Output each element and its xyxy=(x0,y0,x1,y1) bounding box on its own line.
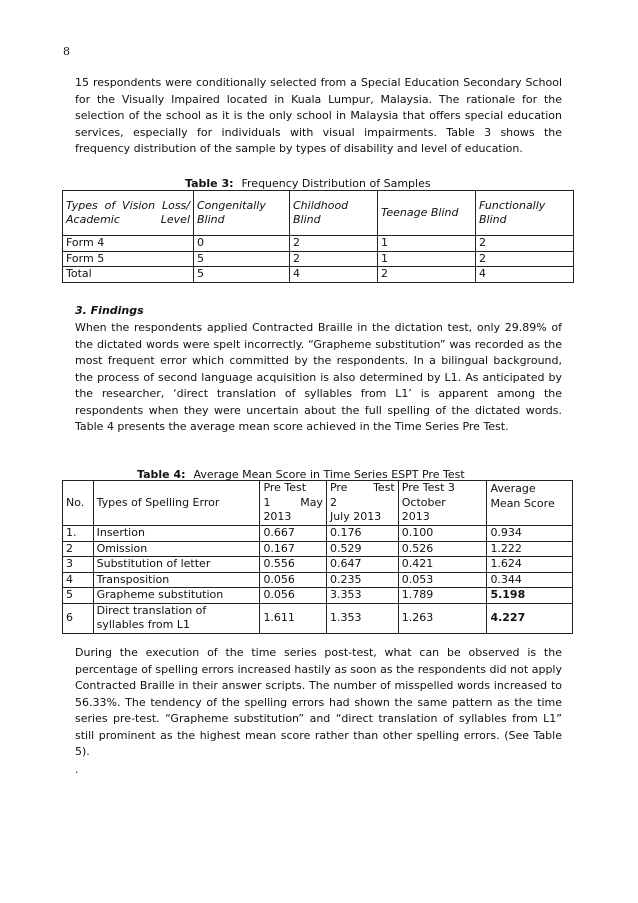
table4-cell: 1.624 xyxy=(487,557,573,573)
table4-cell: 1. xyxy=(63,526,94,542)
table3-cell: 2 xyxy=(378,267,476,283)
pretest1-line: Pre Test xyxy=(263,481,307,495)
table4-cell: 0.053 xyxy=(398,572,487,588)
table4-row xyxy=(63,541,573,557)
table4-cell: 3 xyxy=(63,557,94,573)
table4-cell: 2 xyxy=(63,541,94,557)
pretest3-line: October xyxy=(401,495,446,509)
table4-cell: Direct translation of syllables from L1 xyxy=(93,603,260,633)
table4-cell: 0.667 xyxy=(260,526,327,542)
table3-row xyxy=(63,267,574,283)
table4-cell: Grapheme substitution xyxy=(93,588,260,604)
table3-header-childhood: Childhood Blind xyxy=(290,191,378,236)
table3-title: Frequency Distribution of Samples xyxy=(241,177,431,190)
table4-cell: 3.353 xyxy=(326,588,398,604)
pretest3-line: 2013 xyxy=(401,510,430,524)
table3-cell: 1 xyxy=(378,251,476,267)
table4-header-type: Types of Spelling Error xyxy=(93,481,260,526)
table3-cell: 0 xyxy=(194,236,290,252)
table3-header-functional: Functionally Blind xyxy=(476,191,574,236)
table4-cell: 5 xyxy=(63,588,94,604)
table4-header-pretest3 xyxy=(398,481,487,526)
pretest1-line: 2013 xyxy=(263,510,292,524)
table4-cell: 1.263 xyxy=(398,603,487,633)
table4-header-pretest2 xyxy=(326,481,398,526)
table4-row xyxy=(63,588,573,604)
table3-caption xyxy=(185,177,431,190)
findings-heading: 3. Findings xyxy=(75,304,144,317)
pretest2-line: Pre Test xyxy=(329,481,395,495)
table4-cell: 1.222 xyxy=(487,541,573,557)
table3-cell: 2 xyxy=(290,251,378,267)
table4-cell-highlight: 5.198 xyxy=(487,588,573,604)
table3-cell: Total xyxy=(63,267,194,283)
table4-cell: 1.353 xyxy=(326,603,398,633)
pretest2-line: 2 xyxy=(329,495,337,509)
table4-header-pretest1 xyxy=(260,481,327,526)
table4-cell: 0.100 xyxy=(398,526,487,542)
table3-cell: 2 xyxy=(476,236,574,252)
table3-cell: 2 xyxy=(476,251,574,267)
average-line: Mean Score xyxy=(490,496,555,510)
table4-row xyxy=(63,572,573,588)
table4-cell: 0.167 xyxy=(260,541,327,557)
pretest3-line: Pre Test 3 xyxy=(401,481,455,495)
table4-cell: 0.556 xyxy=(260,557,327,573)
table4-cell: Substitution of letter xyxy=(93,557,260,573)
table4-cell: 0.056 xyxy=(260,588,327,604)
table4 xyxy=(62,480,573,634)
table4-cell: 0.235 xyxy=(326,572,398,588)
page-number: 8 xyxy=(63,45,70,58)
table4-cell: 0.934 xyxy=(487,526,573,542)
table3-cell: 1 xyxy=(378,236,476,252)
table4-cell: Omission xyxy=(93,541,260,557)
post-test-paragraph: During the execution of the time series post-test, what can be observed is the percentage of spelling errors increased hastily as soon as the respondents did not apply Contracted Braille in their answer scripts. The number of misspelled words increased to 56.33%. The tendency of the spelling errors had shown the same pattern as the time series pre-test. “Grapheme substitution” and “direct translation of syllables from L1” still prominent as the highest mean score rather than other spelling errors. (See Table 5). xyxy=(75,646,562,758)
table4-cell: 4 xyxy=(63,572,94,588)
table4-row xyxy=(63,603,573,633)
table4-cell: 0.056 xyxy=(260,572,327,588)
table4-row xyxy=(63,557,573,573)
average-line: Average xyxy=(490,482,536,495)
intro-paragraph: 15 respondents were conditionally selected from a Special Education Secondary School for the Visually Impaired located in Kuala Lumpur, Malaysia. The rationale for the selection of the school as it is the only school in Malaysia that offers special education services, especially for individuals with visual impairments. Table 3 shows the frequency distribution of the sample by types of disability and level of education. xyxy=(75,76,562,155)
table4-cell-highlight: 4.227 xyxy=(487,603,573,633)
table3-cell: 5 xyxy=(194,267,290,283)
table4-cell: 0.344 xyxy=(487,572,573,588)
table4-row xyxy=(63,526,573,542)
table4-cell: 0.529 xyxy=(326,541,398,557)
table3-row xyxy=(63,251,574,267)
table3-cell: Form 4 xyxy=(63,236,194,252)
table4-cell: 0.176 xyxy=(326,526,398,542)
table4-header-row xyxy=(63,481,573,526)
table4-cell: 1.611 xyxy=(260,603,327,633)
table3-cell: 4 xyxy=(476,267,574,283)
table4-title: Average Mean Score in Time Series ESPT Pre Test xyxy=(193,468,465,481)
table3-cell: Form 5 xyxy=(63,251,194,267)
table3-cell: 2 xyxy=(290,236,378,252)
table3-header-row xyxy=(63,191,574,236)
table4-header-no: No. xyxy=(63,481,94,526)
table4-label: Table 4: xyxy=(137,468,186,481)
table3-header-level: Types of Vision Loss/ Academic Level xyxy=(63,191,194,236)
table4-cell: 0.421 xyxy=(398,557,487,573)
table3-label: Table 3: xyxy=(185,177,234,190)
table4-cell: 0.526 xyxy=(398,541,487,557)
trailing-dot: . xyxy=(75,763,79,776)
table4-cell: Transposition xyxy=(93,572,260,588)
table4-cell: 0.647 xyxy=(326,557,398,573)
table3-cell: 4 xyxy=(290,267,378,283)
table3-header-teenage: Teenage Blind xyxy=(378,191,476,236)
pretest2-line: July 2013 xyxy=(329,510,382,524)
table3-cell: 5 xyxy=(194,251,290,267)
table4-cell: 1.789 xyxy=(398,588,487,604)
table3-header-congenital: Congenitally Blind xyxy=(194,191,290,236)
table4-header-average xyxy=(487,481,573,526)
table3-row xyxy=(63,236,574,252)
findings-paragraph: When the respondents applied Contracted Braille in the dictation test, only 29.89% of the dictated words were spelt incorrectly. “Grapheme substitution” was recorded as the most frequent error which committed by the respondents. In a bilingual background, the process of second language acquisition is also determined by L1. As anticipated by the researcher, ‘direct translation of syllables from L1’ is apparent among the respondents when they were uncertain about the full spelling of the dictated words. Table 4 presents the average mean score achieved in the Time Series Pre Test. xyxy=(75,321,562,433)
table4-cell: Insertion xyxy=(93,526,260,542)
table3 xyxy=(62,190,574,283)
pretest1-line: 1 May xyxy=(263,495,323,509)
table4-cell: 6 xyxy=(63,603,94,633)
